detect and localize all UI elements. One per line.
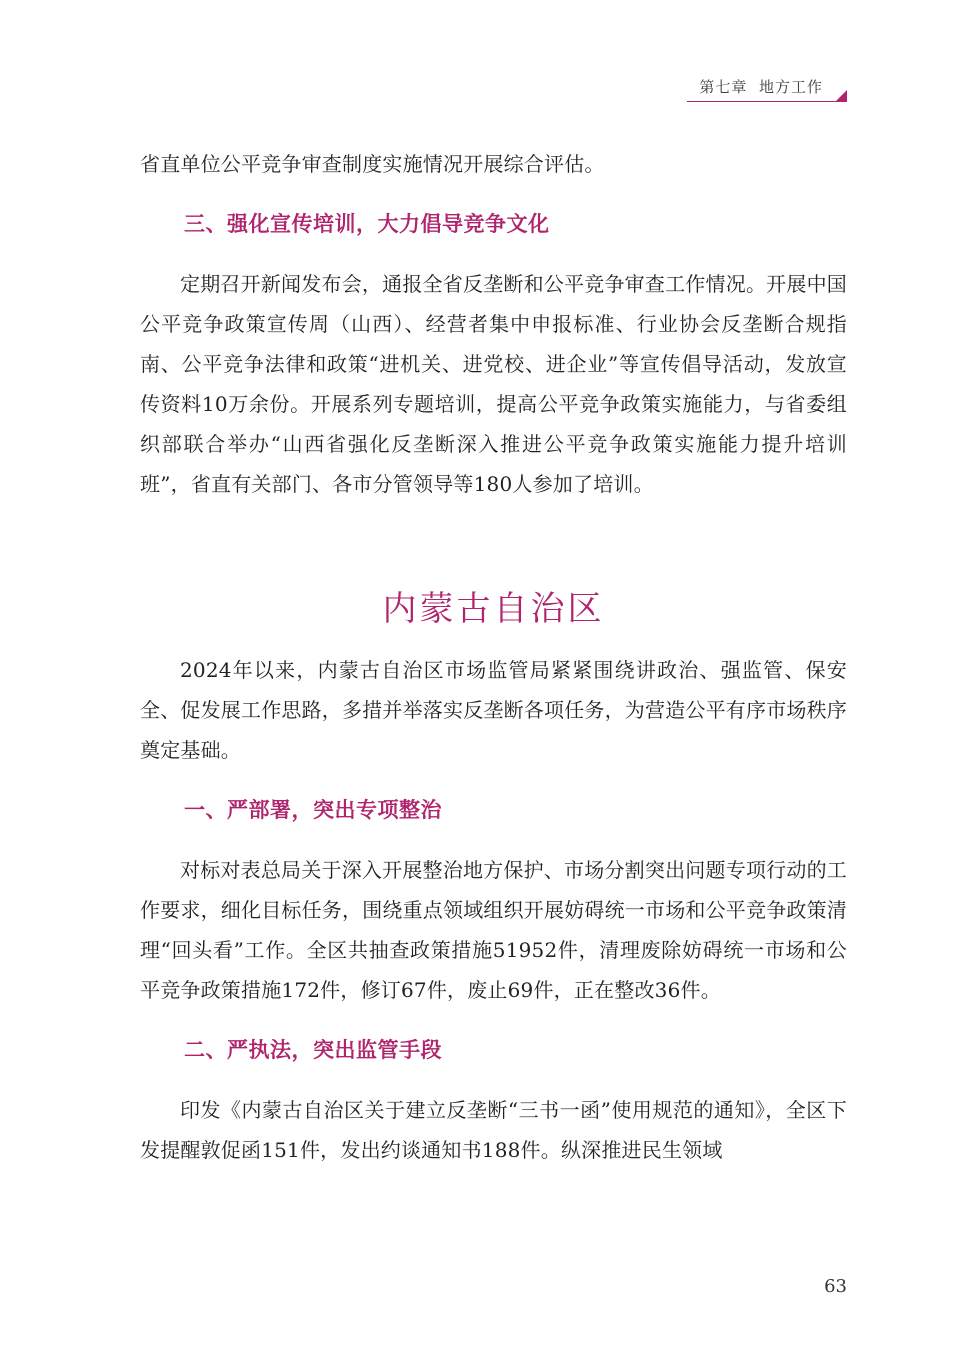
chapter-title: 地方工作: [758, 78, 823, 96]
page-number: 63: [824, 1276, 847, 1297]
running-header: [687, 76, 847, 102]
section-title-inner-mongolia: 内蒙古自治区: [382, 589, 605, 629]
subheading-publicity-training: 三、强化宣传培训，大力倡导竞争文化: [184, 211, 550, 236]
page-content: [140, 144, 847, 1170]
header-corner-triangle: [835, 90, 847, 102]
subheading-enforcement: 二、严执法，突出监管手段: [184, 1037, 442, 1062]
paragraph-region-intro: 2024年以来，内蒙古自治区市场监管局紧紧围绕讲政治、强监管、保安全、促发展工作思路，多措并举落实反垄断各项任务，为营造公平有序市场秩序奠定基础。: [140, 658, 847, 762]
paragraph-continuation: 省直单位公平竞争审查制度实施情况开展综合评估。: [140, 152, 605, 176]
paragraph-enforcement: 印发《内蒙古自治区关于建立反垄断“三书一函”使用规范的通知》，全区下发提醒敦促函151件，发出约谈通知书188件。纵深推进民生领域: [140, 1098, 847, 1162]
paragraph-deployment: 对标对表总局关于深入开展整治地方保护、市场分割突出问题专项行动的工作要求，细化目标任务，围绕重点领域组织开展妨碍统一市场和公平竞争政策清理“回头看”工作。全区共抽查政策措施51952件，清理废除妨碍统一市场和公平竞争政策措施172件，修订67件，废止69件，正在整改36件。: [140, 858, 847, 1002]
running-header-text: [687, 76, 837, 102]
paragraph-publicity-training: 定期召开新闻发布会，通报全省反垄断和公平竞争审查工作情况。开展中国公平竞争政策宣传周（山西）、经营者集中申报标准、行业协会反垄断合规指南、公平竞争法律和政策“进机关、进党校、进企业”等宣传倡导活动，发放宣传资料10万余份。开展系列专题培训，提高公平竞争政策实施能力，与省委组织部联合举办“山西省强化反垄断深入推进公平竞争政策实施能力提升培训班”，省直有关部门、各市分管领导等180人参加了培训。: [140, 272, 847, 496]
subheading-deployment: 一、严部署，突出专项整治: [184, 797, 442, 822]
chapter-label: 第七章: [699, 78, 748, 96]
